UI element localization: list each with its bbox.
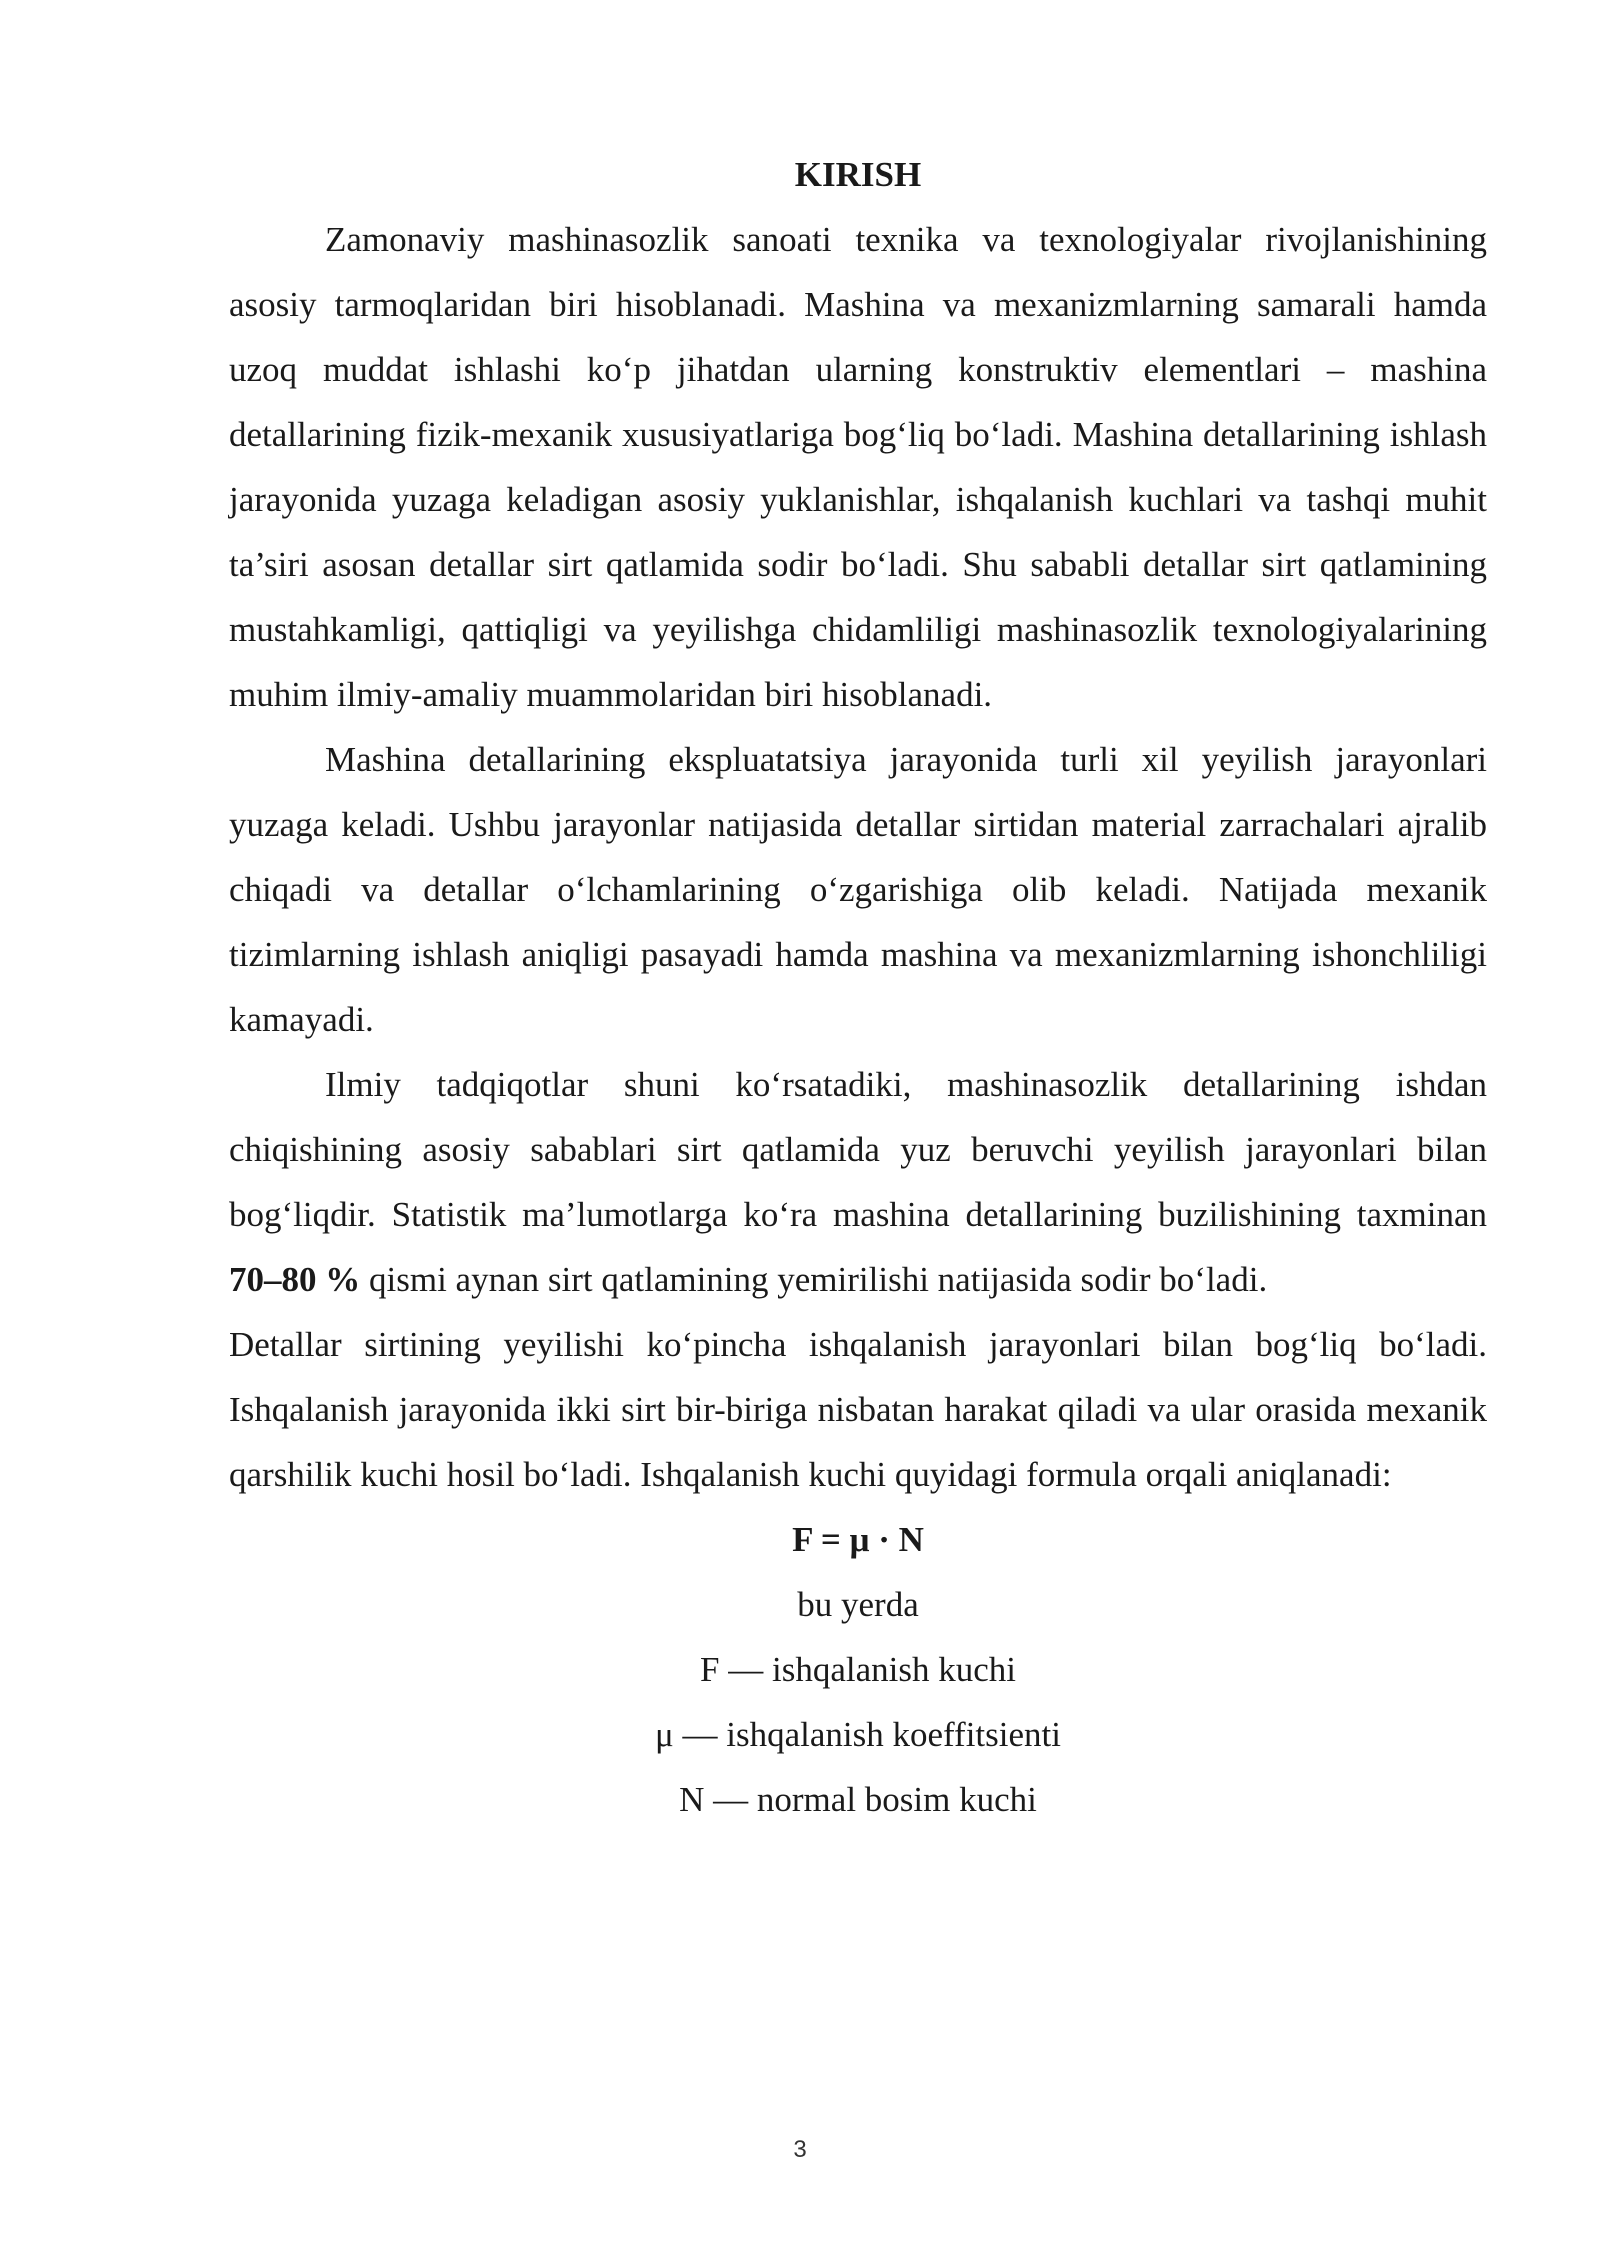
formula-definition-n: N — normal bosim kuchi — [679, 1780, 1037, 1819]
statistic-percentage: 70–80 % — [229, 1260, 361, 1299]
paragraph-wear-processes: Mashina detallarining ekspluatatsiya jarayonida turli xil yeyilish jarayonlari yuzaga keladi. Ushbu jarayonlar natijasida detallar sirtidan material zarrachalari ajralib chiqadi va detallar o‘lchamlarining o‘zgarishiga olib keladi. Natijada mexanik tizimlarning ishlash aniqligi pasayadi hamda mashina va mexanizmlarning ishonchliligi kamayadi. — [229, 740, 1487, 1039]
friction-formula: F = μ · N — [792, 1520, 924, 1559]
page-content — [229, 142, 1487, 1832]
page-title: KIRISH — [794, 155, 922, 194]
formula-definition-f: F — ishqalanish kuchi — [700, 1650, 1016, 1689]
formula-where-label: bu yerda — [797, 1585, 919, 1624]
paragraph-friction: Detallar sirtining yeyilishi ko‘pincha ishqalanish jarayonlari bilan bog‘liq bo‘ladi. Ishqalanish jarayonida ikki sirt bir-biriga nisbatan harakat qiladi va ular orasida mexanik qarshilik kuchi hosil bo‘ladi. Ishqalanish kuchi quyidagi formula orqali aniqlanadi: — [229, 1325, 1487, 1494]
paragraph-research-text-start: Ilmiy tadqiqotlar shuni ko‘rsatadiki, mashinasozlik detallarining ishdan chiqishining asosiy sabablari sirt qatlamida yuz beruvchi yeyilish jarayonlari bilan bog‘liqdir. Statistik ma’lumotlarga ko‘ra mashina detallarining buzilishining taxminan — [229, 1065, 1487, 1234]
paragraph-research-text-end: qismi aynan sirt qatlamining yemirilishi natijasida sodir bo‘ladi. — [360, 1260, 1268, 1299]
page-number: 3 — [793, 2136, 807, 2163]
paragraph-research — [229, 1052, 1487, 1312]
formula-definition-mu: μ — ishqalanish koeffitsienti — [655, 1715, 1061, 1754]
paragraph-intro: Zamonaviy mashinasozlik sanoati texnika va texnologiyalar rivojlanishining asosiy tarmoqlaridan biri hisoblanadi. Mashina va mexanizmlarning samarali hamda uzoq muddat ishlashi ko‘p jihatdan ularning konstruktiv elementlari – mashina detallarining fizik-mexanik xususiyatlariga bog‘liq bo‘ladi. Mashina detallarining ishlash jarayonida yuzaga keladigan asosiy yuklanishlar, ishqalanish kuchlari va tashqi muhit ta’siri asosan detallar sirt qatlamida sodir bo‘ladi. Shu sababli detallar sirt qatlamining mustahkamligi, qattiqligi va yeyilishga chidamliligi mashinasozlik texnologiyalarining muhim ilmiy-amaliy muammolaridan biri hisoblanadi. — [229, 220, 1487, 714]
